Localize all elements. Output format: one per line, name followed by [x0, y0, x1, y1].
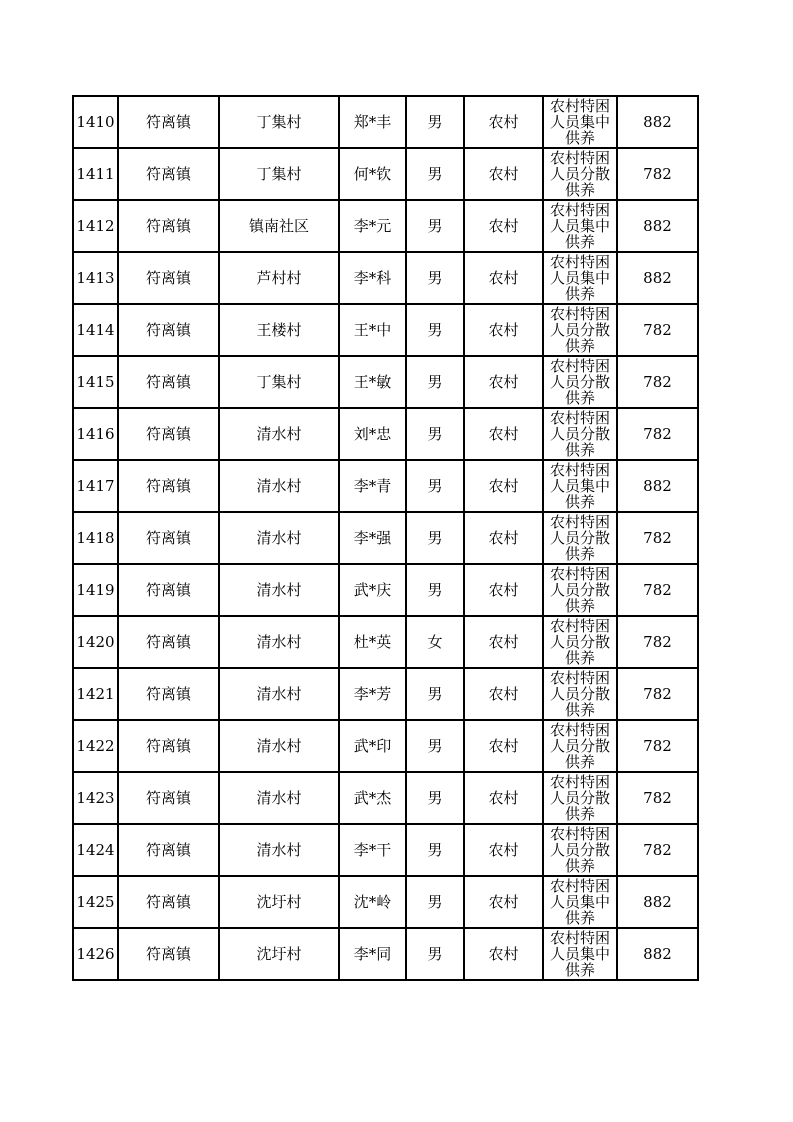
gender-cell: 男 [406, 720, 464, 772]
category-cell: 农村特困人员分散供养 [543, 148, 617, 200]
village-cell: 丁集村 [219, 96, 339, 148]
town-cell: 符离镇 [118, 616, 219, 668]
town-cell: 符离镇 [118, 668, 219, 720]
serial-cell: 1426 [73, 928, 118, 980]
serial-cell: 1419 [73, 564, 118, 616]
amount-cell: 782 [617, 772, 698, 824]
amount-cell: 782 [617, 304, 698, 356]
gender-cell: 男 [406, 304, 464, 356]
serial-cell: 1424 [73, 824, 118, 876]
residence-cell: 农村 [464, 200, 543, 252]
town-cell: 符离镇 [118, 512, 219, 564]
person-name-cell: 李*强 [339, 512, 406, 564]
gender-cell: 男 [406, 252, 464, 304]
serial-cell: 1414 [73, 304, 118, 356]
amount-cell: 882 [617, 252, 698, 304]
amount-cell: 882 [617, 200, 698, 252]
gender-cell: 男 [406, 512, 464, 564]
category-cell: 农村特困人员分散供养 [543, 356, 617, 408]
table-row [73, 408, 698, 460]
town-cell: 符离镇 [118, 876, 219, 928]
category-cell: 农村特困人员分散供养 [543, 304, 617, 356]
person-name-cell: 武*庆 [339, 564, 406, 616]
table-row [73, 460, 698, 512]
person-name-cell: 李*科 [339, 252, 406, 304]
serial-cell: 1415 [73, 356, 118, 408]
table-row [73, 356, 698, 408]
serial-cell: 1413 [73, 252, 118, 304]
category-cell: 农村特困人员分散供养 [543, 772, 617, 824]
amount-cell: 882 [617, 876, 698, 928]
person-name-cell: 李*干 [339, 824, 406, 876]
category-cell: 农村特困人员分散供养 [543, 824, 617, 876]
category-cell: 农村特困人员分散供养 [543, 408, 617, 460]
table-row [73, 668, 698, 720]
serial-cell: 1425 [73, 876, 118, 928]
category-cell: 农村特困人员分散供养 [543, 512, 617, 564]
residence-cell: 农村 [464, 668, 543, 720]
person-name-cell: 王*中 [339, 304, 406, 356]
table-row [73, 512, 698, 564]
amount-cell: 782 [617, 668, 698, 720]
person-name-cell: 杜*英 [339, 616, 406, 668]
gender-cell: 男 [406, 928, 464, 980]
village-cell: 镇南社区 [219, 200, 339, 252]
gender-cell: 男 [406, 408, 464, 460]
person-name-cell: 王*敏 [339, 356, 406, 408]
residence-cell: 农村 [464, 564, 543, 616]
village-cell: 清水村 [219, 772, 339, 824]
village-cell: 芦村村 [219, 252, 339, 304]
table-row [73, 616, 698, 668]
village-cell: 清水村 [219, 408, 339, 460]
village-cell: 王楼村 [219, 304, 339, 356]
category-cell: 农村特困人员集中供养 [543, 200, 617, 252]
person-name-cell: 武*印 [339, 720, 406, 772]
serial-cell: 1412 [73, 200, 118, 252]
gender-cell: 男 [406, 200, 464, 252]
residence-cell: 农村 [464, 772, 543, 824]
table-row [73, 148, 698, 200]
amount-cell: 782 [617, 564, 698, 616]
village-cell: 清水村 [219, 824, 339, 876]
residence-cell: 农村 [464, 512, 543, 564]
category-cell: 农村特困人员分散供养 [543, 564, 617, 616]
gender-cell: 女 [406, 616, 464, 668]
serial-cell: 1417 [73, 460, 118, 512]
person-name-cell: 李*同 [339, 928, 406, 980]
village-cell: 清水村 [219, 616, 339, 668]
residence-cell: 农村 [464, 96, 543, 148]
village-cell: 丁集村 [219, 148, 339, 200]
amount-cell: 882 [617, 928, 698, 980]
town-cell: 符离镇 [118, 824, 219, 876]
category-cell: 农村特困人员分散供养 [543, 720, 617, 772]
gender-cell: 男 [406, 356, 464, 408]
town-cell: 符离镇 [118, 564, 219, 616]
person-name-cell: 李*青 [339, 460, 406, 512]
town-cell: 符离镇 [118, 252, 219, 304]
gender-cell: 男 [406, 96, 464, 148]
residence-cell: 农村 [464, 876, 543, 928]
category-cell: 农村特困人员集中供养 [543, 460, 617, 512]
category-cell: 农村特困人员分散供养 [543, 616, 617, 668]
table-row [73, 564, 698, 616]
category-cell: 农村特困人员集中供养 [543, 252, 617, 304]
gender-cell: 男 [406, 460, 464, 512]
table-row [73, 96, 698, 148]
serial-cell: 1418 [73, 512, 118, 564]
gender-cell: 男 [406, 824, 464, 876]
category-cell: 农村特困人员分散供养 [543, 668, 617, 720]
category-cell: 农村特困人员集中供养 [543, 876, 617, 928]
amount-cell: 782 [617, 824, 698, 876]
serial-cell: 1411 [73, 148, 118, 200]
table-row [73, 720, 698, 772]
residence-cell: 农村 [464, 720, 543, 772]
amount-cell: 882 [617, 460, 698, 512]
serial-cell: 1421 [73, 668, 118, 720]
table-row [73, 928, 698, 980]
serial-cell: 1422 [73, 720, 118, 772]
town-cell: 符离镇 [118, 720, 219, 772]
amount-cell: 782 [617, 148, 698, 200]
town-cell: 符离镇 [118, 96, 219, 148]
amount-cell: 782 [617, 720, 698, 772]
table-row [73, 200, 698, 252]
village-cell: 沈圩村 [219, 876, 339, 928]
serial-cell: 1423 [73, 772, 118, 824]
category-cell: 农村特困人员集中供养 [543, 928, 617, 980]
amount-cell: 782 [617, 356, 698, 408]
person-name-cell: 刘*忠 [339, 408, 406, 460]
serial-cell: 1420 [73, 616, 118, 668]
town-cell: 符离镇 [118, 772, 219, 824]
category-cell: 农村特困人员集中供养 [543, 96, 617, 148]
table-row [73, 304, 698, 356]
residence-cell: 农村 [464, 460, 543, 512]
person-name-cell: 李*元 [339, 200, 406, 252]
village-cell: 清水村 [219, 668, 339, 720]
residence-cell: 农村 [464, 408, 543, 460]
gender-cell: 男 [406, 876, 464, 928]
serial-cell: 1410 [73, 96, 118, 148]
gender-cell: 男 [406, 564, 464, 616]
person-name-cell: 武*杰 [339, 772, 406, 824]
person-name-cell: 李*芳 [339, 668, 406, 720]
table-row [73, 876, 698, 928]
town-cell: 符离镇 [118, 304, 219, 356]
residence-cell: 农村 [464, 252, 543, 304]
table-row [73, 824, 698, 876]
village-cell: 清水村 [219, 564, 339, 616]
town-cell: 符离镇 [118, 460, 219, 512]
person-name-cell: 沈*岭 [339, 876, 406, 928]
residence-cell: 农村 [464, 928, 543, 980]
town-cell: 符离镇 [118, 928, 219, 980]
person-name-cell: 郑*丰 [339, 96, 406, 148]
amount-cell: 882 [617, 96, 698, 148]
village-cell: 清水村 [219, 512, 339, 564]
village-cell: 丁集村 [219, 356, 339, 408]
residence-cell: 农村 [464, 304, 543, 356]
table-row [73, 772, 698, 824]
amount-cell: 782 [617, 512, 698, 564]
village-cell: 清水村 [219, 460, 339, 512]
person-name-cell: 何*钦 [339, 148, 406, 200]
residence-cell: 农村 [464, 616, 543, 668]
table-row [73, 252, 698, 304]
gender-cell: 男 [406, 148, 464, 200]
amount-cell: 782 [617, 408, 698, 460]
town-cell: 符离镇 [118, 408, 219, 460]
gender-cell: 男 [406, 772, 464, 824]
village-cell: 沈圩村 [219, 928, 339, 980]
town-cell: 符离镇 [118, 356, 219, 408]
residence-cell: 农村 [464, 356, 543, 408]
serial-cell: 1416 [73, 408, 118, 460]
residence-cell: 农村 [464, 824, 543, 876]
gender-cell: 男 [406, 668, 464, 720]
town-cell: 符离镇 [118, 200, 219, 252]
town-cell: 符离镇 [118, 148, 219, 200]
village-cell: 清水村 [219, 720, 339, 772]
residence-cell: 农村 [464, 148, 543, 200]
amount-cell: 782 [617, 616, 698, 668]
beneficiary-table [72, 95, 699, 981]
